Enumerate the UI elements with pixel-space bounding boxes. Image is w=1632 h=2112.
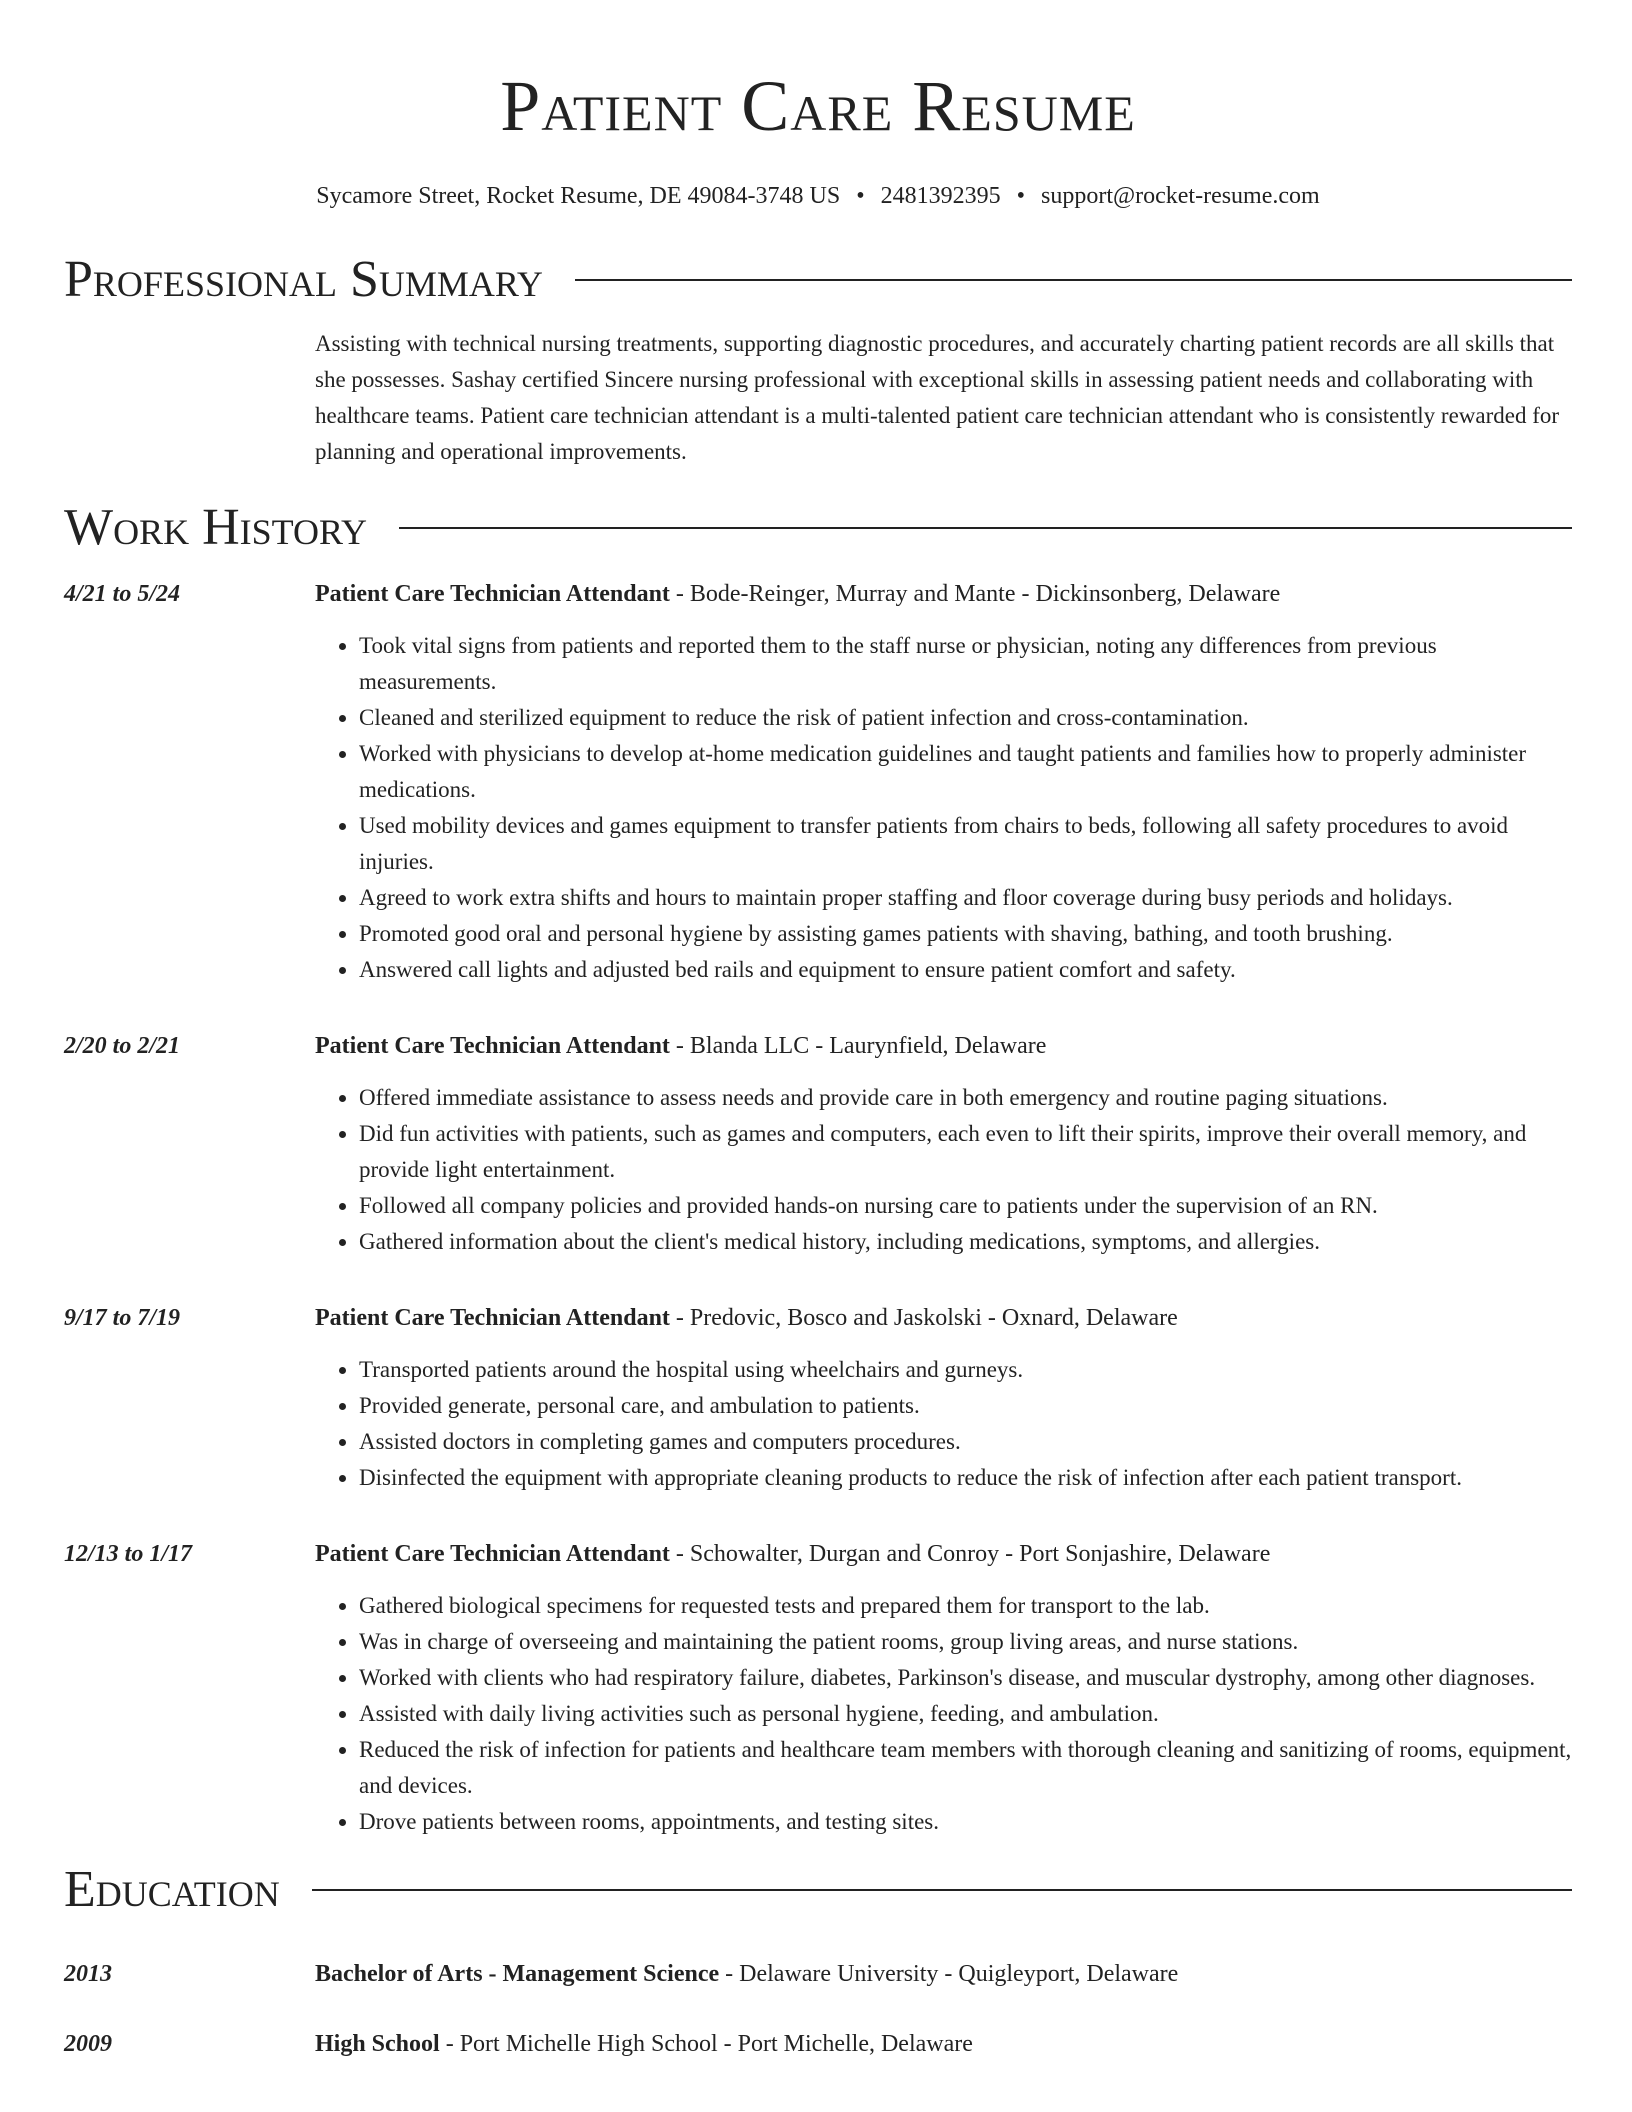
responsibilities-list <box>315 1352 1572 1496</box>
work-entry-body <box>315 1028 1572 1260</box>
list-item: • Worked with physicians to develop at-home medication guidelines and taught patients and families how to properly administer medications. <box>359 736 1572 808</box>
school-details: - Delaware University - Quigleyport, Delaware <box>719 1961 1179 1987</box>
responsibilities-list <box>315 1080 1572 1260</box>
education-entry <box>64 2026 1572 2062</box>
contact-separator: • <box>856 183 865 209</box>
work-date: 2/20 to 2/21 <box>64 1033 181 1059</box>
work-entry <box>64 1300 1572 1496</box>
list-item: • Used mobility devices and games equipment to transfer patients from chairs to beds, following all safety procedures to avoid injuries. <box>359 808 1572 880</box>
work-date: 12/13 to 1/17 <box>64 1541 193 1567</box>
employer-details: - Schowalter, Durgan and Conroy - Port Sonjashire, Delaware <box>669 1541 1271 1567</box>
list-item: • Transported patients around the hospital using wheelchairs and gurneys. <box>359 1352 1572 1388</box>
job-title: Patient Care Technician Attendant <box>315 1541 670 1567</box>
work-entry-header <box>315 1536 1572 1572</box>
summary-text: Assisting with technical nursing treatments, supporting diagnostic procedures, and accurately charting patient records are all skills that she possesses. Sashay certified Sincere nursing professional with exceptional skills in assessing patient needs and collaborating with healthcare teams. Patient care technician attendant is a multi-talented patient care technician attendant who is consistently rewarded for planning and operational improvements. <box>315 331 1560 464</box>
resume-page <box>64 58 1572 2062</box>
contact-email: support@rocket-resume.com <box>1041 183 1320 209</box>
employer-details: - Blanda LLC - Laurynfield, Delaware <box>669 1033 1047 1059</box>
degree: Bachelor of Arts - Management Science <box>315 1961 720 1987</box>
responsibilities-list <box>315 1588 1572 1840</box>
list-item: • Gathered biological specimens for requested tests and prepared them for transport to the lab. <box>359 1588 1572 1624</box>
page-title: Patient Care Resume <box>500 66 1136 146</box>
list-item: • Disinfected the equipment with appropriate cleaning products to reduce the risk of infection after each patient transport. <box>359 1460 1572 1496</box>
list-item: • Worked with clients who had respiratory failure, diabetes, Parkinson's disease, and muscular dystrophy, among other diagnoses. <box>359 1660 1572 1696</box>
section-divider <box>399 527 1572 529</box>
work-entry-body <box>315 1300 1572 1496</box>
list-item: • Promoted good oral and personal hygiene by assisting games patients with shaving, bathing, and tooth brushing. <box>359 916 1572 952</box>
contact-line <box>64 180 1572 212</box>
school-details: - Port Michelle High School - Port Michelle, Delaware <box>439 2031 973 2057</box>
work-date: 4/21 to 5/24 <box>64 581 181 607</box>
work-heading: Work History <box>64 499 368 556</box>
section-divider <box>575 279 1572 281</box>
list-item: • Offered immediate assistance to assess needs and provide care in both emergency and routine paging situations. <box>359 1080 1572 1116</box>
job-title: Patient Care Technician Attendant <box>315 1305 670 1331</box>
contact-phone: 2481392395 <box>880 183 1001 209</box>
list-item: • Took vital signs from patients and reported them to the staff nurse or physician, noting any differences from previous measurements. <box>359 628 1572 700</box>
work-entry-body <box>315 1536 1572 1840</box>
contact-separator: • <box>1016 183 1026 209</box>
employer-details: - Bode-Reinger, Murray and Mante - Dickinsonberg, Delaware <box>669 581 1281 607</box>
education-heading: Education <box>64 1861 280 1918</box>
education-details <box>315 1956 1178 1992</box>
education-details <box>315 2026 973 2062</box>
work-entry-header <box>315 1028 1572 1064</box>
work-entry-body <box>315 576 1572 988</box>
list-item: • Assisted with daily living activities such as personal hygiene, feeding, and ambulation. <box>359 1696 1572 1732</box>
work-section-heading <box>64 492 1572 564</box>
list-item: • Assisted doctors in completing games and computers procedures. <box>359 1424 1572 1460</box>
contact-address: Sycamore Street, Rocket Resume, DE 49084-3748 US <box>316 183 841 209</box>
work-entry <box>64 1536 1572 1840</box>
work-entry-header <box>315 1300 1572 1336</box>
list-item: • Drove patients between rooms, appointments, and testing sites. <box>359 1804 1572 1840</box>
list-item: • Was in charge of overseeing and maintaining the patient rooms, group living areas, and nurse stations. <box>359 1624 1572 1660</box>
job-title: Patient Care Technician Attendant <box>315 1033 670 1059</box>
education-list <box>64 1956 1572 2062</box>
list-item: • Followed all company policies and provided hands-on nursing care to patients under the supervision of an RN. <box>359 1188 1572 1224</box>
work-entry <box>64 576 1572 988</box>
list-item: • Answered call lights and adjusted bed rails and equipment to ensure patient comfort and safety. <box>359 952 1572 988</box>
work-history-list <box>64 576 1572 1840</box>
work-date: 9/17 to 7/19 <box>64 1305 181 1331</box>
education-section-heading <box>64 1854 1572 1926</box>
work-entry-header <box>315 576 1572 612</box>
education-entry <box>64 1956 1572 1992</box>
list-item: • Reduced the risk of infection for patients and healthcare team members with thorough cleaning and sanitizing of rooms, equipment, and devices. <box>359 1732 1572 1804</box>
education-date: 2013 <box>64 1961 112 1987</box>
list-item: • Cleaned and sterilized equipment to reduce the risk of patient infection and cross-contamination. <box>359 700 1572 736</box>
job-title: Patient Care Technician Attendant <box>315 581 670 607</box>
list-item: • Agreed to work extra shifts and hours to maintain proper staffing and floor coverage during busy periods and holidays. <box>359 880 1572 916</box>
education-date: 2009 <box>64 2031 112 2057</box>
list-item: • Gathered information about the client's medical history, including medications, symptoms, and allergies. <box>359 1224 1572 1260</box>
list-item: • Provided generate, personal care, and ambulation to patients. <box>359 1388 1572 1424</box>
list-item: • Did fun activities with patients, such as games and computers, each even to lift their spirits, improve their overall memory, and provide light entertainment. <box>359 1116 1572 1188</box>
responsibilities-list <box>315 628 1572 988</box>
summary-heading: Professional Summary <box>64 251 543 308</box>
work-entry <box>64 1028 1572 1260</box>
employer-details: - Predovic, Bosco and Jaskolski - Oxnard, Delaware <box>669 1305 1178 1331</box>
section-divider <box>312 1889 1572 1891</box>
summary-section-heading <box>64 244 1572 316</box>
degree: High School <box>315 2031 440 2057</box>
